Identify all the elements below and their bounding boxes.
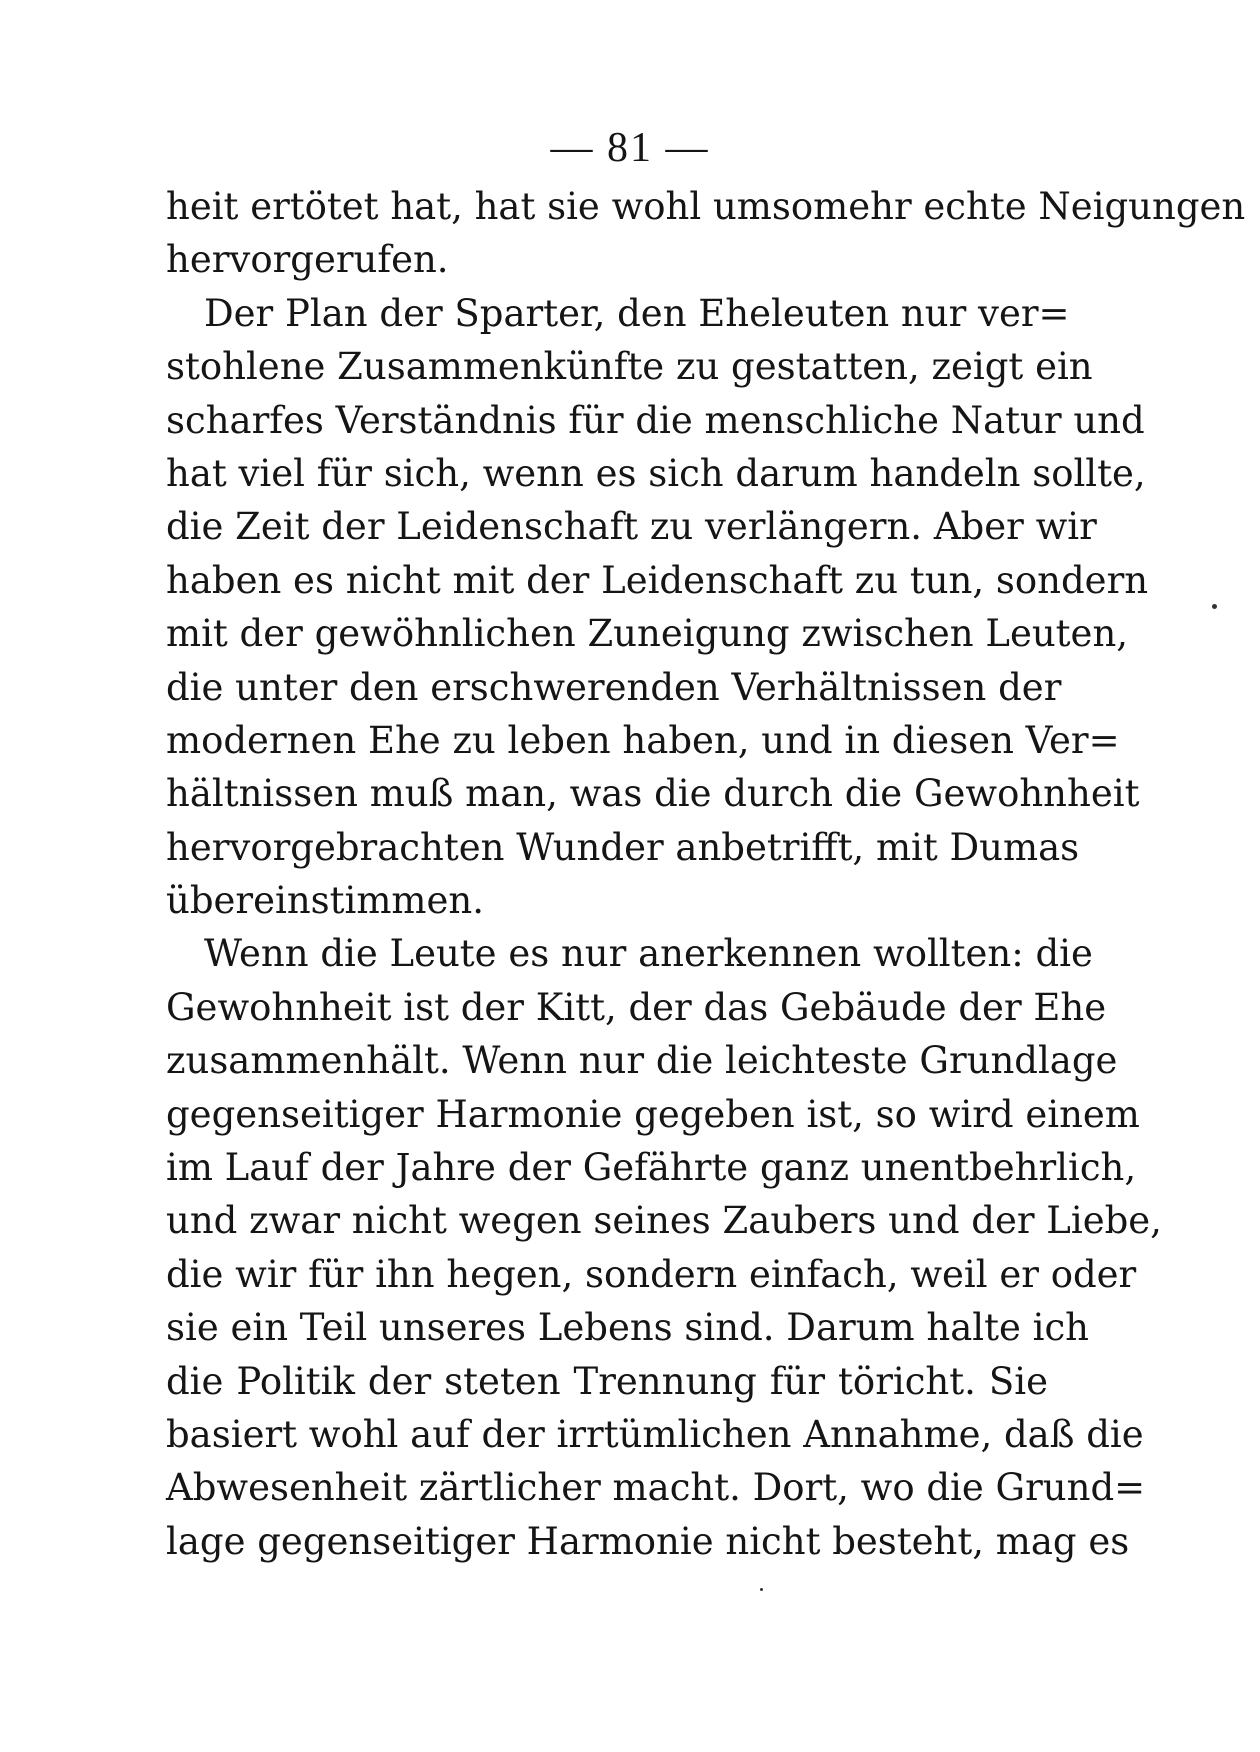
text-line: zusammenhält. Wenn nur die leichteste Grundlage (166, 1039, 1118, 1083)
text-line: basiert wohl auf der irrtümlichen Annahme, daß die (166, 1412, 1144, 1456)
text-line: hat viel für sich, wenn es sich darum handeln sollte, (166, 451, 1146, 495)
text-line: übereinstimmen. (166, 879, 485, 923)
text-line: im Lauf der Jahre der Gefährte ganz unentbehrlich, (166, 1146, 1137, 1190)
text-line: modernen Ehe zu leben haben, und in diesen Ver= (166, 718, 1120, 762)
text-line: die wir für ihn hegen, sondern einfach, weil er oder (166, 1252, 1137, 1296)
text-line: die unter den erschwerenden Verhältnissen der (166, 665, 1062, 709)
paragraph (166, 180, 1246, 287)
text-line: die Zeit der Leidenschaft zu verlängern. Aber wir (166, 505, 1097, 549)
body-text (166, 180, 1246, 1568)
text-line: hervorgebrachten Wunder anbetrifft, mit Dumas (166, 825, 1080, 869)
text-line: Gewohnheit ist der Kitt, der das Gebäude der Ehe (166, 985, 1107, 1029)
paragraph (166, 927, 1162, 1568)
text-line: mit der gewöhnlichen Zuneigung zwischen Leuten, (166, 612, 1129, 656)
text-line: die Politik der steten Trennung für töricht. Sie (166, 1359, 1048, 1403)
page-number: — 81 — (550, 125, 710, 171)
text-line: hältnissen muß man, was die durch die Gewohnheit (166, 772, 1140, 816)
text-line: lage gegenseitiger Harmonie nicht besteht, mag es (166, 1519, 1130, 1563)
text-line: und zwar nicht wegen seines Zaubers und der Liebe, (166, 1199, 1162, 1243)
text-line: scharfes Verständnis für die menschliche Natur und (166, 398, 1145, 442)
text-line: gegenseitiger Harmonie gegeben ist, so wird einem (166, 1092, 1140, 1136)
scan-speck (1212, 604, 1217, 609)
text-line: sie ein Teil unseres Lebens sind. Darum halte ich (166, 1306, 1090, 1350)
text-line: haben es nicht mit der Leidenschaft zu tun, sondern (166, 558, 1149, 602)
scan-speck (760, 1588, 763, 1591)
paragraph (166, 287, 1149, 928)
text-line: stohlene Zusammenkünfte zu gestatten, zeigt ein (166, 345, 1093, 389)
text-line: Der Plan der Sparter, den Eheleuten nur ver= (204, 291, 1070, 335)
text-line: Wenn die Leute es nur anerkennen wollten: die (204, 932, 1093, 976)
text-line: Abwesenheit zärtlicher macht. Dort, wo die Grund= (166, 1466, 1146, 1510)
text-line: hervorgerufen. (166, 238, 449, 282)
text-line: heit ertötet hat, hat sie wohl umsomehr echte Neigungen (166, 185, 1246, 228)
